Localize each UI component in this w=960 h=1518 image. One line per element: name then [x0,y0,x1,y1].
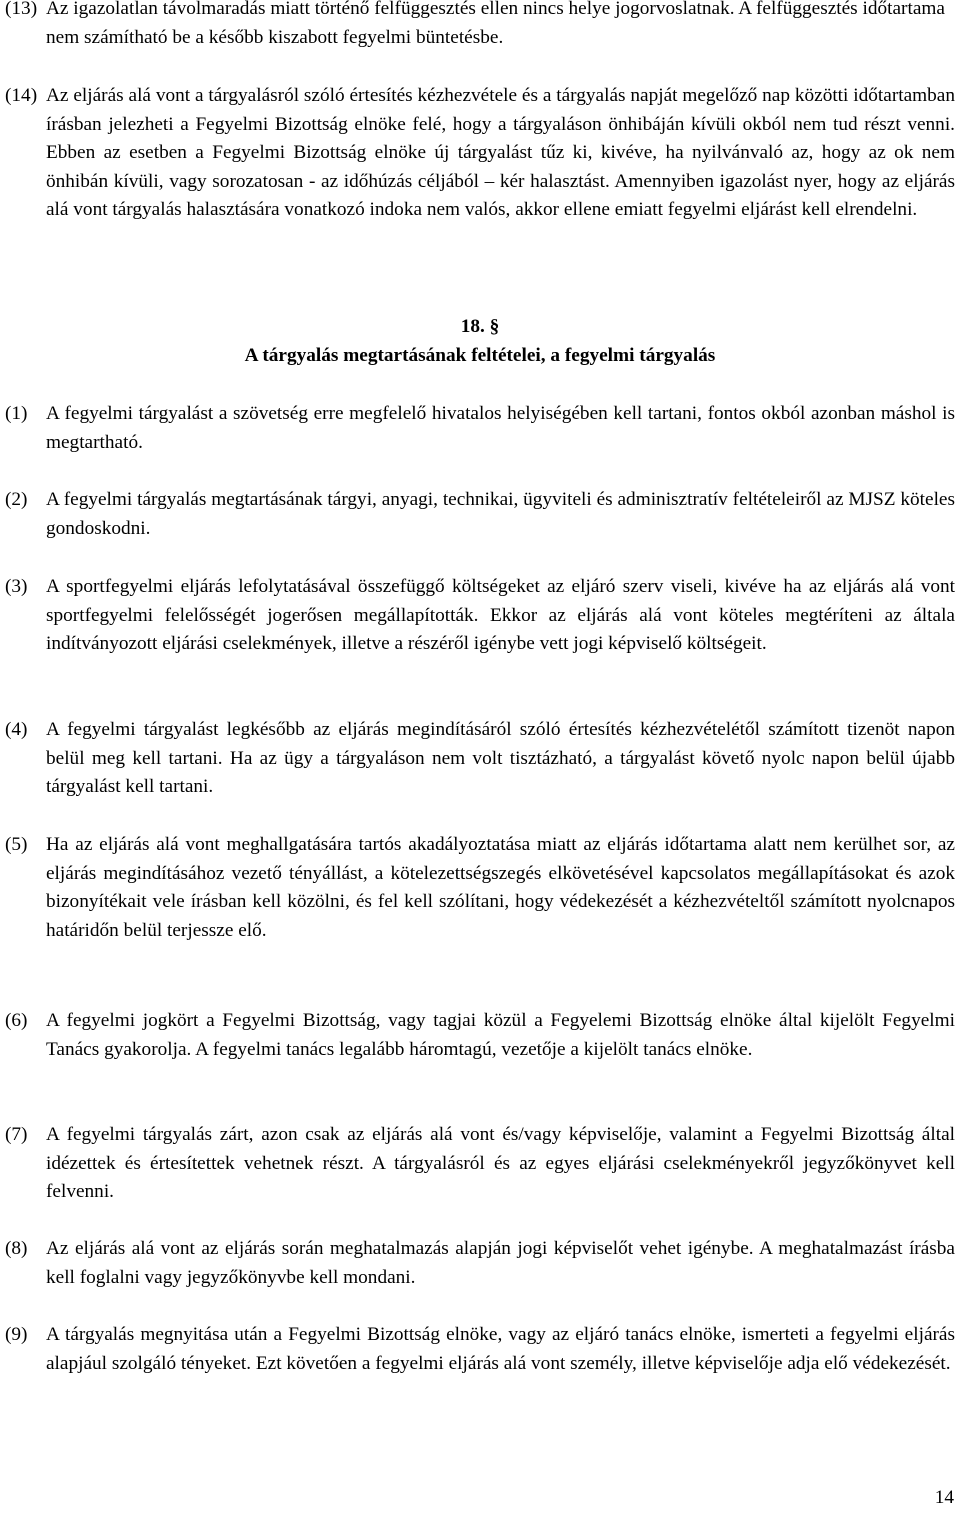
paragraph-text: A sportfegyelmi eljárás lefolytatásával összefüggő költségeket az eljáró szerv viseli, kivéve ha az eljárás alá vont sportfegyelmi felelősségét jogerősen megállapították. Ekkor az eljárás alá vont köteles megtéríteni az általa indítványozott eljárási cselekmények, illetve a részéről igénybe vett jogi képviselő költségeit. [46,576,955,655]
paragraph-text: A fegyelmi tárgyalás zárt, azon csak az eljárás alá vont és/vagy képviselője, valamint a Fegyelmi Bizottság által idézettek és értesítettek vehetnek részt. A tárgyalásról és az egyes eljárási cselekményekről jegyzőkönyvet kell felvenni. [46,1124,955,1203]
paragraph-number: (2) [5,489,28,510]
paragraph-text: Az igazolatlan távolmaradás miatt történő felfüggesztés ellen nincs helye jogorvoslatnak. A felfüggesztés időtartama nem számítható be a később kiszabott fegyelmi büntetésbe. [46,0,945,48]
paragraph-text: Ha az eljárás alá vont meghallgatására tartós akadályoztatása miatt az eljárás időtartama alatt nem kerülhet sor, az eljárás megindításához vezető tényállást, a kötelezettségszegés elkövetésével kapcsolatos megállapításokat és azok bizonyítékait vele írásban kell közölni, és fel kell szólítani, hogy védekezését a kézhezvételtől számított nyolcnapos határidőn belül terjessze elő. [46,834,955,941]
paragraph-7 [5,1121,955,1207]
paragraph-number: (9) [5,1324,28,1345]
section-title: A tárgyalás megtartásának feltételei, a fegyelmi tárgyalás [244,345,716,366]
paragraph-4 [5,716,955,802]
paragraph-text: A tárgyalás megnyitása után a Fegyelmi Bizottság elnöke, vagy az eljáró tanács elnöke, ismerteti a fegyelmi eljárás alapjául szolgáló tényeket. Ezt követően a fegyelmi eljárás alá vont személy, illetve képviselője adja elő védekezését. [46,1324,955,1374]
paragraph-text: A fegyelmi tárgyalás megtartásának tárgyi, anyagi, technikai, ügyviteli és adminisztratív feltételeiről az MJSZ köteles gondoskodni. [46,489,955,539]
paragraph-2 [5,486,955,543]
paragraph-6 [5,1007,955,1064]
paragraph-8 [5,1235,955,1292]
paragraph-number: (1) [5,403,28,424]
paragraph-9 [5,1321,955,1378]
paragraph-13 [5,0,955,52]
paragraph-text: Az eljárás alá vont az eljárás során meghatalmazás alapján jogi képviselőt vehet igénybe. A meghatalmazást írásba kell foglalni vagy jegyzőkönyvbe kell mondani. [46,1238,955,1288]
paragraph-14 [5,82,955,225]
paragraph-number: (8) [5,1238,28,1259]
paragraph-number: (14) [5,85,38,106]
paragraph-number: (3) [5,576,28,597]
paragraph-number: (4) [5,719,28,740]
paragraph-number: (13) [5,0,38,19]
section-number: 18. § [460,316,500,337]
paragraph-5 [5,831,955,945]
paragraph-text: A fegyelmi tárgyalást legkésőbb az eljárás megindításáról szóló értesítés kézhezvételétől számított tizenöt napon belül meg kell tartani. Ha az ügy a tárgyaláson nem volt tisztázható, a tárgyalást követő nyolc napon belül újabb tárgyalást kell tartani. [46,719,955,798]
paragraph-number: (6) [5,1010,28,1031]
paragraph-1 [5,400,955,457]
paragraph-3 [5,573,955,659]
paragraph-text: Az eljárás alá vont a tárgyalásról szóló értesítés kézhezvétele és a tárgyalás napját megelőző nap közötti időtartamban írásban jelezheti a Fegyelmi Bizottság elnöke felé, hogy a tárgyaláson önhibáján kívüli okból nem tud részt venni. Ebben az esetben a Fegyelmi Bizottság elnöke új tárgyalást tűz ki, kivéve, ha nyilvánvaló az, hogy az ok nem önhibán kívüli, vagy sorozatosan - az időhúzás céljából – kér halasztást. Amennyiben igazolást nyer, hogy az eljárás alá vont tárgyalás halasztására vonatkozó indoka nem valós, akkor ellene emiatt fegyelmi eljárást kell elrendelni. [46,85,955,221]
paragraph-text: A fegyelmi jogkört a Fegyelmi Bizottság, vagy tagjai közül a Fegyelemi Bizottság elnöke által kijelölt Fegyelmi Tanács gyakorolja. A fegyelmi tanács legalább háromtagú, vezetője a kijelölt tanács elnöke. [46,1010,955,1060]
paragraph-text: A fegyelmi tárgyalást a szövetség erre megfelelő hivatalos helyiségében kell tartani, fontos okból azonban máshol is megtartható. [46,403,955,453]
paragraph-number: (5) [5,834,28,855]
page-number: 14 [934,1487,954,1508]
paragraph-number: (7) [5,1124,28,1145]
